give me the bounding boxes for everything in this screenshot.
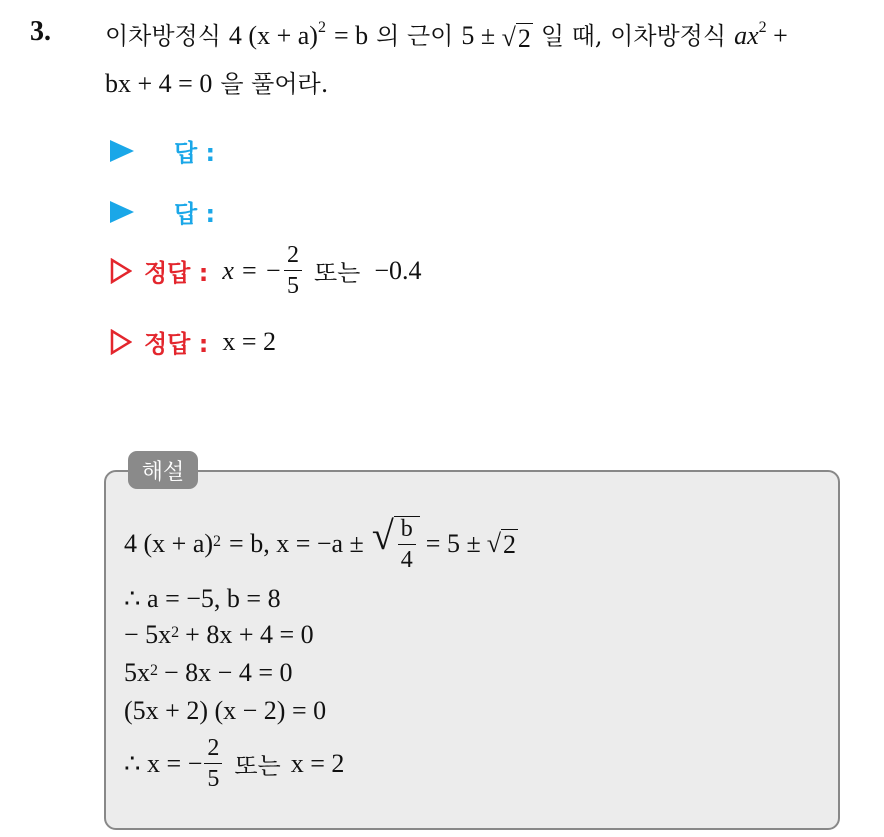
outline-arrow-icon <box>110 329 132 355</box>
correct-answer-row-2 <box>110 324 276 359</box>
or-word: 또는 <box>313 259 361 287</box>
problem-number: 3. <box>30 16 51 47</box>
problem-text: 일 때, 이차방정식 <box>540 22 727 50</box>
math-expression: 4 $(x + a)^2$ <box>228 19 326 50</box>
answer-row-1 <box>110 133 215 168</box>
math-expression: = b <box>333 21 369 50</box>
explanation-line-5: (5x + 2) (x − 2) = 0 <box>124 696 327 725</box>
square-root: √ $\frac{b}{4}$ <box>372 516 420 572</box>
explanation-line-1: 4 (x + a) $^2$ = b, x = −a ± √ $\frac{b}{4}$ = 5 ± √ 2 <box>124 513 517 573</box>
play-arrow-icon <box>110 201 134 223</box>
math-expression: x = 2 <box>222 326 276 356</box>
answer-label: 답 : <box>174 200 216 228</box>
explanation-line-6: ∴ x = − $\frac{2}{5}$ 또는 x = 2 <box>124 735 345 792</box>
problem-statement-line2 <box>105 64 328 99</box>
math-expression: bx + 4 = 0 <box>105 69 213 98</box>
explanation-tab: 해설 <box>128 451 198 489</box>
explanation-line-3: − 5x $^2$ + 8x + 4 = 0 <box>124 620 314 649</box>
math-expression: 5 ± √ 2 <box>461 21 531 53</box>
answer-row-2 <box>110 194 215 229</box>
math-expression: $ax^2$ + <box>734 19 788 50</box>
problem-text: 의 근이 <box>376 22 454 50</box>
problem-statement-line1 <box>105 16 788 54</box>
explanation-line-2: ∴ a = −5, b = 8 <box>124 584 281 613</box>
math-expression: −0.4 <box>374 255 422 285</box>
correct-answer-row-1 <box>110 243 422 298</box>
correct-answer-label: 정답 : <box>144 330 209 358</box>
correct-answer-label: 정답 : <box>144 259 209 287</box>
play-arrow-icon <box>110 140 134 162</box>
outline-arrow-icon <box>110 258 132 284</box>
answer-label: 답 : <box>174 139 216 167</box>
problem-text: 을 풀어라. <box>220 70 329 98</box>
problem-text: 이차방정식 <box>105 22 221 50</box>
explanation-line-4: 5x $^2$ − 8x − 4 = 0 <box>124 658 293 687</box>
fraction: $\frac{2}{5}$ <box>284 243 302 298</box>
math-expression: x = − <box>222 255 282 285</box>
